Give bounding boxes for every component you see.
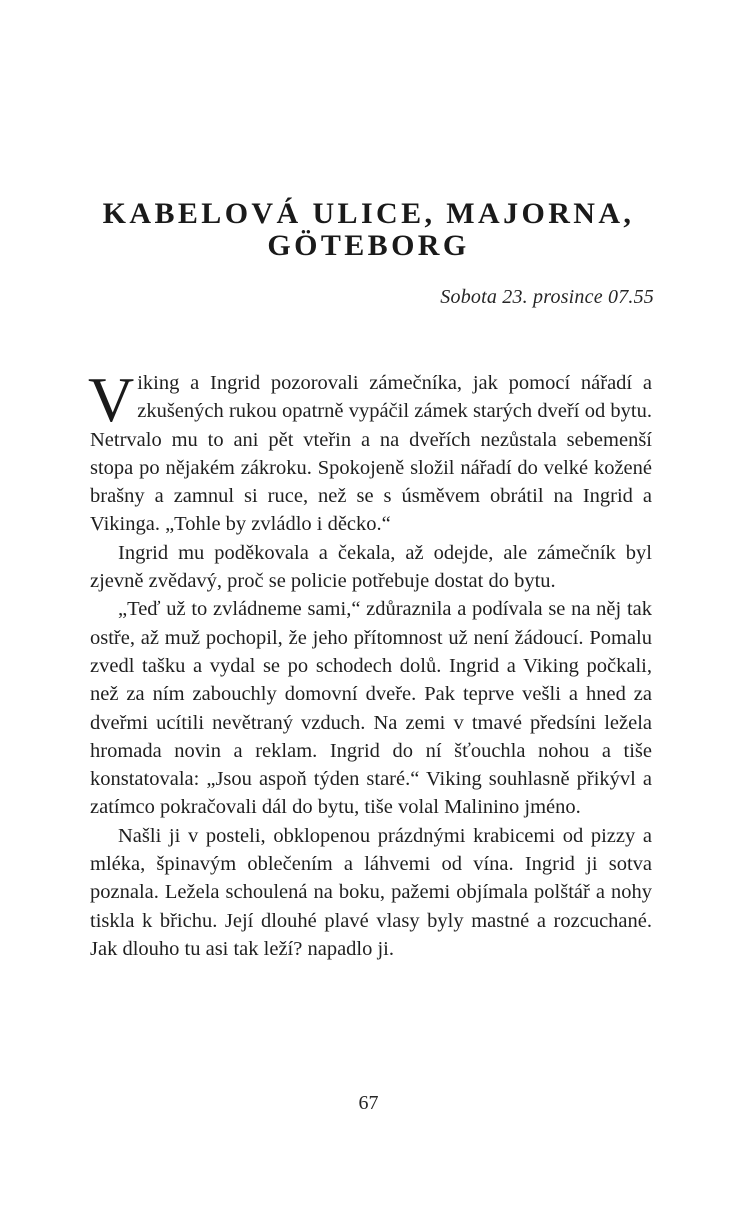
- chapter-title-line-2: GÖTEBORG: [267, 229, 470, 262]
- paragraph-4: Našli ji v posteli, obklopenou prázdnými krabicemi od pizzy a mléka, špinavým oblečením a láhvemi od vína. Ingrid ji sotva poznala. Ležela schoulená na boku, pažemi objímala polštář a nohy tiskla k břichu. Její dlouhé plavé vlasy byly mastné a rozcuchané. Jak dlouho tu asi tak leží? napadlo ji.: [90, 824, 652, 960]
- body-text: [88, 364, 652, 963]
- paragraph-1-text: iking a Ingrid pozorovali zámečníka, jak pomocí nářadí a zkušených rukou opatrně vypáčil zámek starých dveří od bytu. Netrvalo mu to ani pět vteřin a na dveřích nezůstala sebemenší stopa po nějakém zákroku. Spokojeně složil nářadí do velké kožené brašny a zamnul si ruce, než se s úsměvem obrátil na Ingrid a Vikinga. „Tohle by zvládlo i děcko.“: [90, 372, 652, 536]
- chapter-title: [80, 198, 657, 262]
- paragraph-3: „Teď už to zvládneme sami,“ zdůraznila a podívala se na něj tak ostře, až muž pochopil, že jeho přítomnost už není žádoucí. Pomalu zvedl tašku a vydal se po schodech dolů. Ingrid a Viking počkali, než za ním zabouchly domovní dveře. Pak teprve vešli a hned za dveřmi ucítili nevětraný vzduch. Na zemi v tmavé předsíni ležela hromada novin a reklam. Ingrid do ní šťouchla nohou a tiše konstatovala: „Jsou aspoň týden staré.“ Viking souhlasně přikývl a zatímco pokračovali dál do bytu, tiše volal Malinino jméno.: [90, 598, 652, 819]
- paragraph-1: [88, 364, 652, 539]
- chapter-title-line-1: KABELOVÁ ULICE, MAJORNA,: [102, 197, 635, 230]
- paragraph-2: Ingrid mu poděkovala a čekala, až odejde, ale zámečník byl zjevně zvědavý, proč se policie potřebuje dostat do bytu.: [90, 541, 652, 593]
- page-number: 67: [358, 1092, 379, 1114]
- chapter-dateline: Sobota 23. prosince 07.55: [440, 286, 654, 308]
- drop-cap: V: [88, 364, 135, 435]
